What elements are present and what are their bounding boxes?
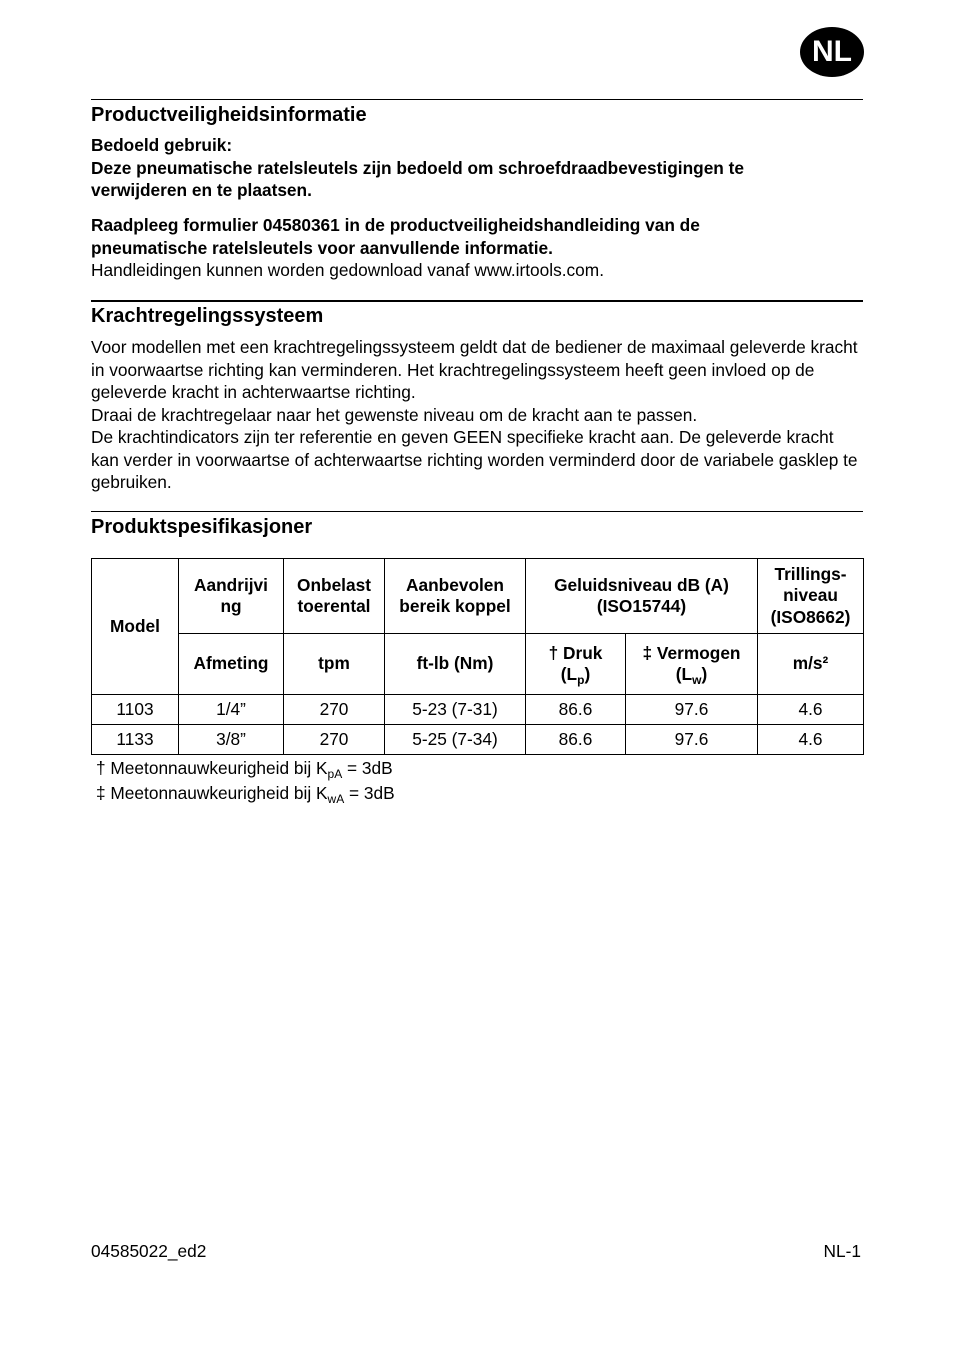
power-paragraph-2: Draai de krachtregelaar naar het gewenste niveau om de kracht aan te passen.	[91, 404, 698, 425]
pressure-label: † Druk	[548, 642, 603, 663]
header-drive: Aandrijvi ng	[179, 559, 284, 634]
footnote-power-value: = 3dB	[344, 783, 395, 803]
table-cell: 86.6	[526, 695, 626, 725]
table-row	[92, 695, 864, 725]
subheader-drive: Afmeting	[179, 634, 284, 695]
table-cell: 5-23 (7-31)	[385, 695, 526, 725]
footnote-pressure-subscript: pA	[327, 767, 343, 781]
power-subscript: w	[692, 673, 702, 687]
footnote-power	[96, 782, 395, 804]
language-badge: NL	[800, 27, 864, 77]
refer-block	[91, 214, 791, 282]
header-torque: Aanbevolen bereik koppel	[385, 559, 526, 634]
spec-table	[91, 558, 864, 755]
table-cell: 1/4”	[179, 695, 284, 725]
table-cell: 97.6	[626, 725, 758, 755]
subheader-pressure: † Druk $(L_p)$	[526, 634, 626, 695]
section-divider	[91, 511, 863, 512]
table-cell: 270	[284, 695, 385, 725]
pressure-symbol: (L	[560, 664, 578, 684]
table-cell: 4.6	[758, 695, 864, 725]
footnote-pressure	[96, 757, 393, 779]
section-title-power: Krachtregelingssysteem	[91, 305, 324, 327]
table-header-row	[92, 559, 864, 634]
power-symbol: (L	[675, 664, 693, 684]
table-cell: 97.6	[626, 695, 758, 725]
doc-number: 04585022_ed2	[91, 1241, 207, 1261]
table-cell: 270	[284, 725, 385, 755]
table-cell: 1133	[92, 725, 179, 755]
power-paragraph-3: De krachtindicators zijn ter referentie en geven GEEN specifieke kracht aan. De geleverde kracht kan verder in voorwaartse of achterwaartse richting worden verminderd door de variabele gasklep te gebruiken.	[91, 427, 858, 492]
section-title-safety: Productveiligheidsinformatie	[91, 104, 367, 126]
download-text: Handleidingen kunnen worden gedownload vanaf www.irtools.com.	[91, 260, 604, 280]
pressure-subscript: p	[577, 673, 585, 687]
table-cell: 5-25 (7-34)	[385, 725, 526, 755]
header-vibration: Trillings- niveau (ISO8662)	[758, 559, 864, 634]
intended-use-text: Deze pneumatische ratelsleutels zijn bedoeld om schroefdraadbevestigingen te verwijderen en te plaatsen.	[91, 157, 745, 200]
footnote-power-text: ‡ Meetonnauwkeurigheid bij K	[96, 783, 328, 803]
subheader-torque: ft-lb (Nm)	[385, 634, 526, 695]
subheader-vibration: m/s²	[758, 634, 864, 695]
table-subheader-row	[92, 634, 864, 695]
header-model: Model	[92, 559, 179, 695]
table-row	[92, 725, 864, 755]
header-free-speed: Onbelast toerental	[284, 559, 385, 634]
subheader-power: ‡ Vermogen $(L_w)$	[626, 634, 758, 695]
power-label: ‡ Vermogen	[642, 642, 741, 663]
footnote-pressure-text: † Meetonnauwkeurigheid bij K	[96, 758, 328, 778]
power-text-block	[91, 336, 859, 494]
power-paragraph-1: Voor modellen met een krachtregelingssysteem geldt dat de bediener de maximaal geleverde kracht in voorwaartse richting kan verminderen. Het krachtregelingssysteem heeft geen invloed op de geleverde kracht in achterwaartse richting.	[91, 337, 858, 402]
page-number: NL-1	[823, 1241, 861, 1261]
section-title-specs: Produktspesifikasjoner	[91, 516, 313, 538]
subheader-free-speed: tpm	[284, 634, 385, 695]
table-cell: 3/8”	[179, 725, 284, 755]
intended-use-label: Bedoeld gebruik:	[91, 135, 233, 155]
table-cell: 86.6	[526, 725, 626, 755]
table-cell: 4.6	[758, 725, 864, 755]
section-divider	[91, 99, 863, 100]
footnote-pressure-value: = 3dB	[342, 758, 393, 778]
footnote-power-subscript: wA	[327, 792, 345, 806]
section-divider	[91, 300, 863, 302]
refer-text: Raadpleeg formulier 04580361 in de productveiligheidshandleiding van de pneumatische ratelsleutels voor aanvullende informatie.	[91, 215, 700, 258]
header-sound: Geluidsniveau dB (A) (ISO15744)	[526, 559, 758, 634]
table-cell: 1103	[92, 695, 179, 725]
intended-use-block	[91, 134, 831, 202]
